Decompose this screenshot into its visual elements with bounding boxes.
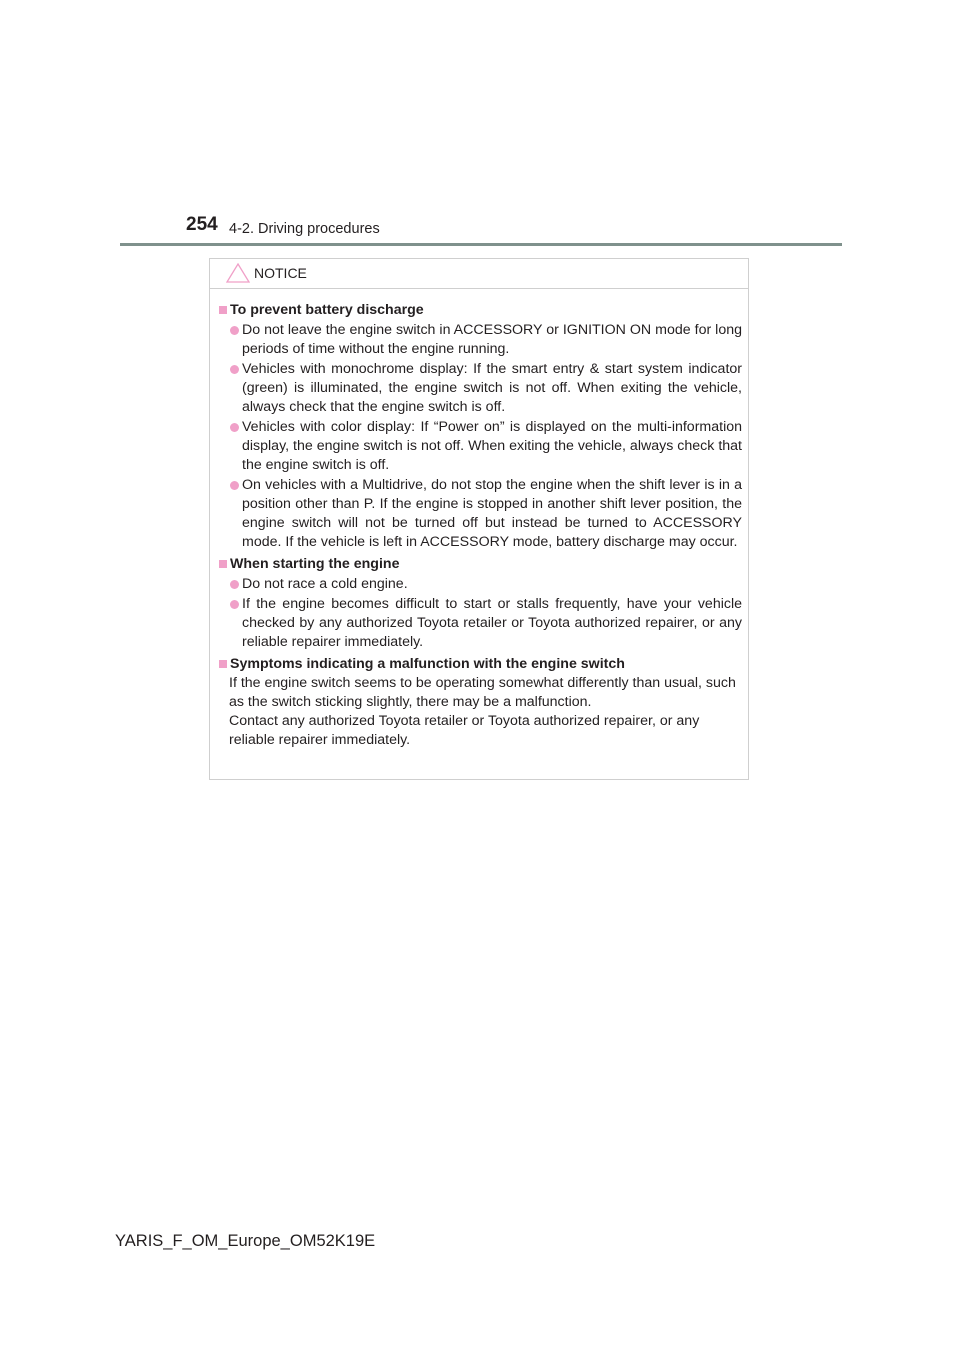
- list-item: If the engine becomes difficult to start or stalls frequently, have your vehicle checked by any authorized Toyota retailer or Toyota authorized repairer, or any reliable repairer immediately.: [220, 595, 742, 652]
- notice-header: [210, 259, 748, 289]
- section-heading: To prevent battery discharge: [220, 301, 742, 320]
- section-heading: Symptoms indicating a malfunction with the engine switch: [220, 655, 742, 674]
- square-bullet-icon: [219, 306, 227, 314]
- notice-body: [210, 289, 748, 750]
- notice-section-battery: [220, 301, 742, 552]
- square-bullet-icon: [219, 660, 227, 668]
- list-item: Do not race a cold engine.: [220, 575, 742, 594]
- list-item: Do not leave the engine switch in ACCESSORY or IGNITION ON mode for long periods of time without the engine running.: [220, 321, 742, 359]
- paragraph: Contact any authorized Toyota retailer or Toyota authorized repairer, or any reliable repairer immediately.: [229, 713, 700, 748]
- notice-section-malfunction: [220, 655, 742, 750]
- list-item: Vehicles with monochrome display: If the smart entry & start system indicator (green) is illuminated, the engine switch is not off. When exiting the vehicle, always check that the engine switch is off.: [220, 360, 742, 417]
- notice-section-starting: [220, 555, 742, 652]
- list-item: On vehicles with a Multidrive, do not stop the engine when the shift lever is in a position other than P. If the engine is stopped in another shift lever position, the engine switch will not be turned off but instead be turned to ACCESSORY mode. If the vehicle is left in ACCESSORY mode, battery discharge may occur.: [220, 476, 742, 552]
- round-bullet-icon: [230, 600, 239, 609]
- page-number: 254: [186, 214, 218, 235]
- warning-triangle-icon: [226, 263, 250, 283]
- paragraph: If the engine switch seems to be operating somewhat differently than usual, such as the switch sticking slightly, there may be a malfunction.: [229, 675, 736, 710]
- notice-label: NOTICE: [254, 265, 307, 281]
- section-paragraphs: [220, 674, 742, 750]
- section-heading: When starting the engine: [220, 555, 742, 574]
- document-id: YARIS_F_OM_Europe_OM52K19E: [115, 1232, 376, 1250]
- round-bullet-icon: [230, 481, 239, 490]
- round-bullet-icon: [230, 423, 239, 432]
- round-bullet-icon: [230, 326, 239, 335]
- page-header: [186, 214, 846, 244]
- list-item: Vehicles with color display: If “Power on” is displayed on the multi-information display, the engine switch is not off. When exiting the vehicle, always check that the engine switch is off.: [220, 418, 742, 475]
- notice-box: [209, 258, 749, 780]
- header-rule: [120, 243, 842, 246]
- round-bullet-icon: [230, 580, 239, 589]
- square-bullet-icon: [219, 560, 227, 568]
- round-bullet-icon: [230, 365, 239, 374]
- section-title: 4-2. Driving procedures: [229, 221, 380, 237]
